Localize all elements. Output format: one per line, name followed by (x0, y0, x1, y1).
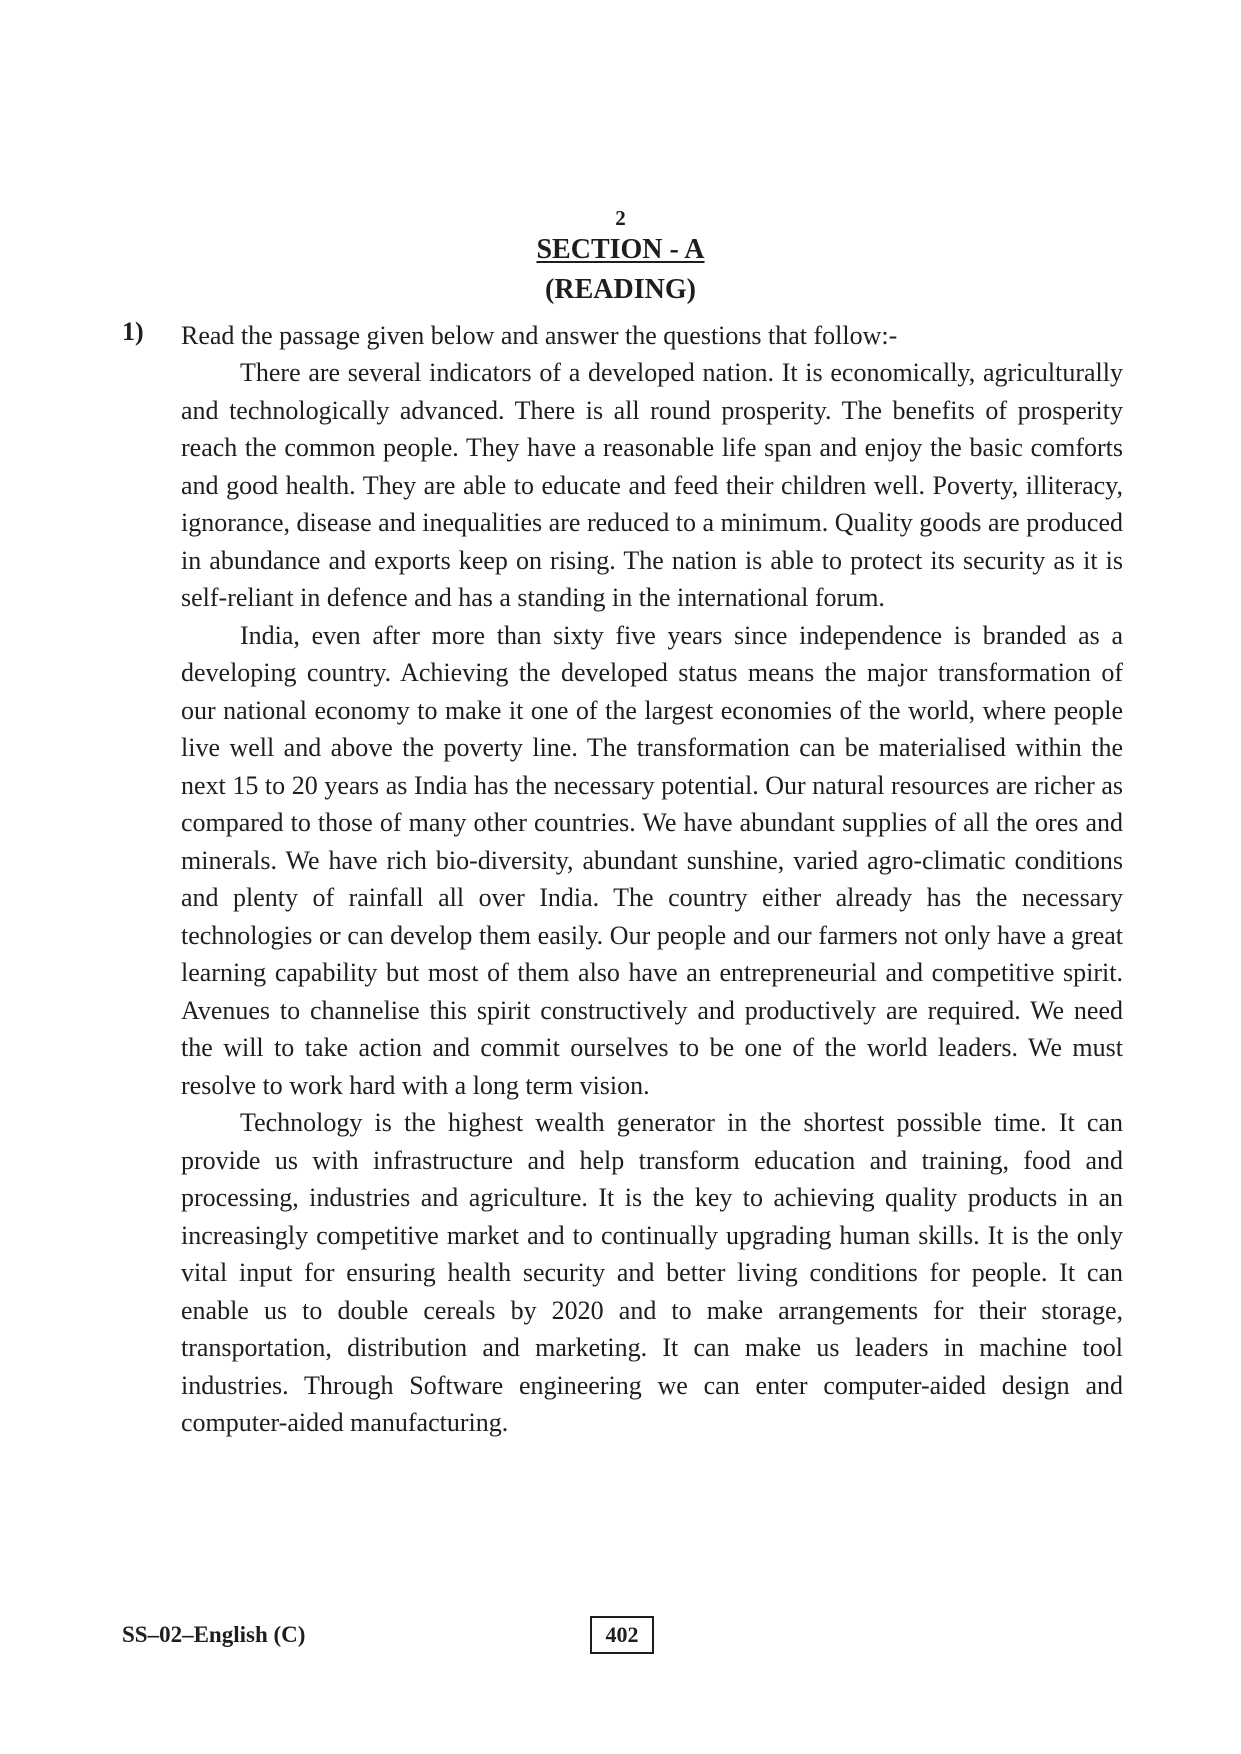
sheet-number-box: 402 (590, 1616, 654, 1654)
section-subtitle: (READING) (545, 274, 696, 305)
page-number: 2 (615, 206, 626, 230)
reading-passage (181, 354, 1123, 1442)
passage-paragraph: Technology is the highest wealth generator in the shortest possible time. It can provide us with infrastructure and help transform education and training, food and processing, industries and agriculture. It is the key to achieving quality products in an increasingly competitive market and to continually upgrading human skills. It is the only vital input for ensuring health security and better living conditions for people. It can enable us to double cereals by 2020 and to make arrangements for their storage, transportation, distribution and marketing. It can make us leaders in machine tool industries. Through Software engineering we can enter computer-aided design and computer-aided manufacturing. (181, 1108, 1123, 1437)
passage-paragraph: There are several indicators of a developed nation. It is economically, agriculturally and technologically advanced. There is all round prosperity. The benefits of prosperity reach the common people. They have a reasonable life span and enjoy the basic comforts and good health. They are able to educate and feed their children well. Poverty, illiteracy, ignorance, disease and inequalities are reduced to a minimum. Quality goods are produced in abundance and exports keep on rising. The nation is able to protect its security as it is self-reliant in defence and has a standing in the international forum. (181, 358, 1123, 612)
paper-code: SS–02–English (C) (122, 1622, 306, 1647)
question-instruction: Read the passage given below and answer the questions that follow:- (181, 321, 898, 350)
question-number: 1) (122, 317, 144, 346)
passage-paragraph: India, even after more than sixty five years since independence is branded as a developing country. Achieving the developed status means the major transformation of our national economy to make it one of the largest economies of the world, where people live well and above the poverty line. The transformation can be materialised within the next 15 to 20 years as India has the necessary potential. Our natural resources are richer as compared to those of many other countries. We have abundant supplies of all the ores and minerals. We have rich bio-diversity, abundant sunshine, varied agro-climatic conditions and plenty of rainfall all over India. The country either already has the necessary technologies or can develop them easily. Our people and our farmers not only have a great learning capability but most of them also have an entrepreneurial and competitive spirit. Avenues to channelise this spirit constructively and productively are required. We need the will to take action and commit ourselves to be one of the world leaders. We must resolve to work hard with a long term vision. (181, 620, 1123, 1100)
section-title: SECTION - A (536, 234, 705, 265)
